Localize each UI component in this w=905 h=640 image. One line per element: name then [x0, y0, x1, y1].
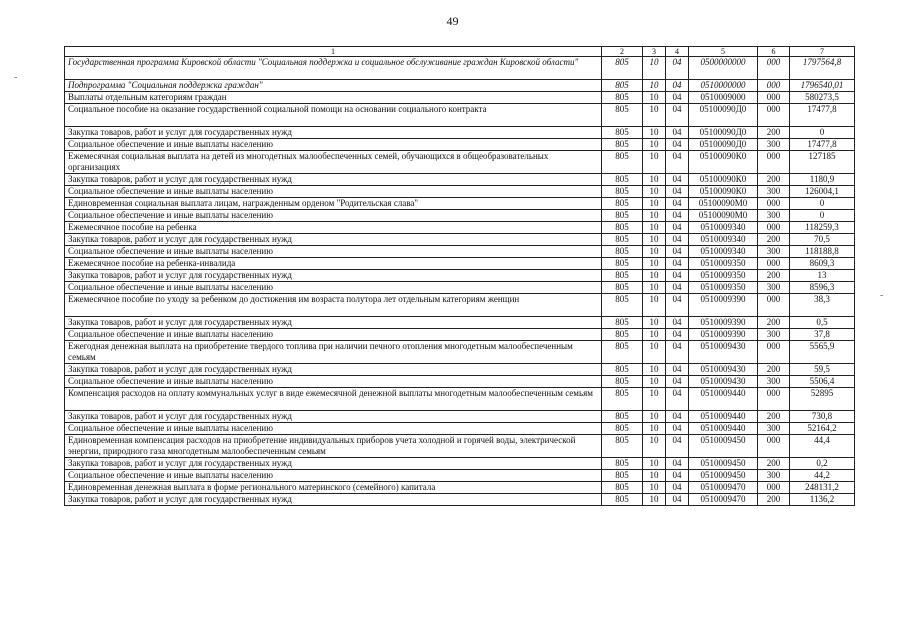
- cell-admin-code: 805: [602, 411, 643, 423]
- column-header-6: 6: [758, 47, 790, 57]
- cell-amount: 127185: [790, 151, 855, 174]
- table-row: [65, 80, 855, 92]
- cell-admin-code: 805: [602, 329, 643, 341]
- cell-section: 10: [643, 246, 666, 258]
- cell-item-name: Закупка товаров, работ и услуг для государственных нужд: [65, 458, 602, 470]
- page-number: 49: [446, 14, 459, 28]
- cell-item-name: Закупка товаров, работ и услуг для государственных нужд: [65, 317, 602, 329]
- cell-section: 10: [643, 482, 666, 494]
- cell-amount: 8609,3: [790, 258, 855, 270]
- table-row: [65, 423, 855, 435]
- cell-section: 10: [643, 57, 666, 80]
- cell-section: 10: [643, 270, 666, 282]
- cell-admin-code: 805: [602, 57, 643, 80]
- cell-expense-type: 000: [758, 258, 790, 270]
- cell-section: 10: [643, 186, 666, 198]
- table-row: [65, 151, 855, 174]
- cell-amount: 580273,5: [790, 92, 855, 104]
- cell-subsection: 04: [666, 317, 689, 329]
- cell-amount: 730,8: [790, 411, 855, 423]
- cell-section: 10: [643, 470, 666, 482]
- cell-item-name: Социальное обеспечение и иные выплаты населению: [65, 186, 602, 198]
- cell-subsection: 04: [666, 470, 689, 482]
- cell-target-code: 0510009470: [689, 482, 758, 494]
- cell-target-code: 0510009390: [689, 317, 758, 329]
- table-row: [65, 57, 855, 80]
- cell-admin-code: 805: [602, 376, 643, 388]
- cell-section: 10: [643, 294, 666, 317]
- cell-amount: 17477,8: [790, 104, 855, 127]
- cell-amount: 13: [790, 270, 855, 282]
- cell-expense-type: 300: [758, 423, 790, 435]
- column-header-2: 2: [602, 47, 643, 57]
- cell-subsection: 04: [666, 139, 689, 151]
- cell-item-name: Закупка товаров, работ и услуг для государственных нужд: [65, 270, 602, 282]
- cell-item-name: Ежемесячное пособие на ребенка-инвалида: [65, 258, 602, 270]
- cell-item-name: Компенсация расходов на оплату коммунальных услуг в виде ежемесячной денежной выплаты многодетным малообеспеченным семьям: [65, 388, 602, 411]
- cell-expense-type: 200: [758, 364, 790, 376]
- cell-item-name: Социальное обеспечение и иные выплаты населению: [65, 376, 602, 388]
- table-row: [65, 411, 855, 423]
- cell-subsection: 04: [666, 294, 689, 317]
- cell-section: 10: [643, 435, 666, 458]
- cell-target-code: 0510009350: [689, 270, 758, 282]
- table-row: [65, 92, 855, 104]
- cell-admin-code: 805: [602, 174, 643, 186]
- cell-section: 10: [643, 388, 666, 411]
- cell-admin-code: 805: [602, 435, 643, 458]
- cell-section: 10: [643, 458, 666, 470]
- cell-admin-code: 805: [602, 388, 643, 411]
- cell-section: 10: [643, 210, 666, 222]
- cell-subsection: 04: [666, 234, 689, 246]
- cell-item-name: Социальное обеспечение и иные выплаты населению: [65, 329, 602, 341]
- cell-amount: 44,2: [790, 470, 855, 482]
- cell-target-code: 0510009430: [689, 364, 758, 376]
- cell-section: 10: [643, 317, 666, 329]
- cell-expense-type: 200: [758, 494, 790, 506]
- cell-amount: 0: [790, 127, 855, 139]
- cell-subsection: 04: [666, 222, 689, 234]
- cell-admin-code: 805: [602, 80, 643, 92]
- cell-target-code: 0510009390: [689, 294, 758, 317]
- cell-item-name: Социальное обеспечение и иные выплаты населению: [65, 246, 602, 258]
- cell-subsection: 04: [666, 174, 689, 186]
- cell-admin-code: 805: [602, 364, 643, 376]
- cell-item-name: Социальное пособие на оказание государственной социальной помощи на основании социального контракта: [65, 104, 602, 127]
- cell-section: 10: [643, 494, 666, 506]
- cell-section: 10: [643, 198, 666, 210]
- cell-subsection: 04: [666, 258, 689, 270]
- cell-item-name: Закупка товаров, работ и услуг для государственных нужд: [65, 494, 602, 506]
- cell-target-code: 0500000000: [689, 57, 758, 80]
- cell-subsection: 04: [666, 92, 689, 104]
- cell-admin-code: 805: [602, 92, 643, 104]
- column-header-5: 5: [689, 47, 758, 57]
- cell-admin-code: 805: [602, 246, 643, 258]
- cell-section: 10: [643, 127, 666, 139]
- cell-subsection: 04: [666, 364, 689, 376]
- cell-item-name: Закупка товаров, работ и услуг для государственных нужд: [65, 411, 602, 423]
- cell-subsection: 04: [666, 151, 689, 174]
- scan-mark: -: [14, 72, 18, 83]
- cell-amount: 37,8: [790, 329, 855, 341]
- cell-section: 10: [643, 364, 666, 376]
- table-row: [65, 258, 855, 270]
- cell-expense-type: 300: [758, 210, 790, 222]
- cell-expense-type: 000: [758, 104, 790, 127]
- cell-expense-type: 000: [758, 92, 790, 104]
- cell-target-code: 0510000000: [689, 80, 758, 92]
- cell-expense-type: 000: [758, 388, 790, 411]
- table-row: [65, 482, 855, 494]
- cell-subsection: 04: [666, 80, 689, 92]
- cell-expense-type: 300: [758, 186, 790, 198]
- cell-subsection: 04: [666, 57, 689, 80]
- cell-item-name: Ежемесячное пособие на ребенка: [65, 222, 602, 234]
- cell-expense-type: 300: [758, 246, 790, 258]
- cell-expense-type: 200: [758, 174, 790, 186]
- cell-target-code: 0510009340: [689, 246, 758, 258]
- cell-item-name: Ежемесячная социальная выплата на детей из многодетных малообеспеченных семей, обучающихся в общеобразовательных организациях: [65, 151, 602, 174]
- cell-expense-type: 000: [758, 482, 790, 494]
- scan-mark: -: [880, 290, 884, 301]
- cell-section: 10: [643, 92, 666, 104]
- cell-amount: 17477,8: [790, 139, 855, 151]
- cell-target-code: 0510009450: [689, 458, 758, 470]
- cell-item-name: Единовременная денежная выплата в форме регионального материнского (семейного) капитала: [65, 482, 602, 494]
- cell-item-name: Выплаты отдельным категориям граждан: [65, 92, 602, 104]
- cell-expense-type: 000: [758, 294, 790, 317]
- cell-admin-code: 805: [602, 317, 643, 329]
- column-header-1: 1: [65, 47, 602, 57]
- cell-expense-type: 300: [758, 470, 790, 482]
- cell-target-code: 05100090Д0: [689, 127, 758, 139]
- cell-amount: 0,2: [790, 458, 855, 470]
- cell-subsection: 04: [666, 246, 689, 258]
- column-header-4: 4: [666, 47, 689, 57]
- cell-admin-code: 805: [602, 294, 643, 317]
- cell-expense-type: 000: [758, 80, 790, 92]
- cell-admin-code: 805: [602, 482, 643, 494]
- cell-target-code: 0510009430: [689, 376, 758, 388]
- table-row: [65, 270, 855, 282]
- cell-expense-type: 300: [758, 282, 790, 294]
- table-header-row: [65, 47, 855, 57]
- table-row: [65, 294, 855, 317]
- cell-subsection: 04: [666, 127, 689, 139]
- table-row: [65, 139, 855, 151]
- cell-target-code: 05100090К0: [689, 174, 758, 186]
- cell-subsection: 04: [666, 210, 689, 222]
- table-row: [65, 341, 855, 364]
- cell-target-code: 0510009000: [689, 92, 758, 104]
- cell-amount: 248131,2: [790, 482, 855, 494]
- table-row: [65, 435, 855, 458]
- cell-admin-code: 805: [602, 127, 643, 139]
- cell-admin-code: 805: [602, 186, 643, 198]
- cell-expense-type: 200: [758, 411, 790, 423]
- cell-admin-code: 805: [602, 222, 643, 234]
- cell-item-name: Социальное обеспечение и иные выплаты населению: [65, 423, 602, 435]
- cell-item-name: Закупка товаров, работ и услуг для государственных нужд: [65, 234, 602, 246]
- cell-target-code: 0510009390: [689, 329, 758, 341]
- cell-subsection: 04: [666, 341, 689, 364]
- cell-amount: 52164,2: [790, 423, 855, 435]
- cell-section: 10: [643, 341, 666, 364]
- cell-item-name: Подпрограмма "Социальная поддержка граждан": [65, 80, 602, 92]
- cell-subsection: 04: [666, 411, 689, 423]
- cell-target-code: 05100090М0: [689, 198, 758, 210]
- cell-subsection: 04: [666, 494, 689, 506]
- cell-admin-code: 805: [602, 234, 643, 246]
- cell-amount: 1797564,8: [790, 57, 855, 80]
- table-row: [65, 282, 855, 294]
- cell-item-name: Единовременная компенсация расходов на приобретение индивидуальных приборов учета холодной и горячей воды, электрической энергии, природного газа многодетным малообеспеченным семьям: [65, 435, 602, 458]
- cell-item-name: Единовременная социальная выплата лицам, награжденным орденом "Родительская слава": [65, 198, 602, 210]
- cell-expense-type: 300: [758, 329, 790, 341]
- cell-subsection: 04: [666, 329, 689, 341]
- cell-admin-code: 805: [602, 423, 643, 435]
- cell-amount: 0: [790, 210, 855, 222]
- table-row: [65, 388, 855, 411]
- cell-item-name: Ежемесячное пособие по уходу за ребенком до достижения им возраста полутора лет отдельным категориям женщин: [65, 294, 602, 317]
- cell-expense-type: 000: [758, 341, 790, 364]
- cell-target-code: 05100090К0: [689, 151, 758, 174]
- cell-target-code: 05100090К0: [689, 186, 758, 198]
- cell-expense-type: 000: [758, 57, 790, 80]
- table-row: [65, 317, 855, 329]
- cell-target-code: 05100090Д0: [689, 139, 758, 151]
- cell-section: 10: [643, 329, 666, 341]
- cell-section: 10: [643, 139, 666, 151]
- cell-amount: 52895: [790, 388, 855, 411]
- cell-item-name: Закупка товаров, работ и услуг для государственных нужд: [65, 127, 602, 139]
- cell-expense-type: 300: [758, 376, 790, 388]
- cell-target-code: 0510009340: [689, 234, 758, 246]
- table-row: [65, 329, 855, 341]
- cell-expense-type: 200: [758, 127, 790, 139]
- cell-subsection: 04: [666, 104, 689, 127]
- cell-item-name: Социальное обеспечение и иные выплаты населению: [65, 282, 602, 294]
- cell-amount: 38,3: [790, 294, 855, 317]
- cell-admin-code: 805: [602, 470, 643, 482]
- cell-expense-type: 300: [758, 139, 790, 151]
- cell-target-code: 05100090М0: [689, 210, 758, 222]
- table-row: [65, 458, 855, 470]
- cell-amount: 118259,3: [790, 222, 855, 234]
- cell-target-code: 0510009470: [689, 494, 758, 506]
- cell-admin-code: 805: [602, 210, 643, 222]
- cell-section: 10: [643, 282, 666, 294]
- table-row: [65, 364, 855, 376]
- cell-section: 10: [643, 80, 666, 92]
- cell-target-code: 0510009430: [689, 341, 758, 364]
- cell-item-name: Социальное обеспечение и иные выплаты населению: [65, 139, 602, 151]
- cell-expense-type: 200: [758, 458, 790, 470]
- cell-target-code: 0510009350: [689, 258, 758, 270]
- cell-subsection: 04: [666, 270, 689, 282]
- table-row: [65, 376, 855, 388]
- table-row: [65, 104, 855, 127]
- cell-target-code: 0510009440: [689, 423, 758, 435]
- table-row: [65, 198, 855, 210]
- cell-target-code: 05100090Д0: [689, 104, 758, 127]
- cell-amount: 126004,1: [790, 186, 855, 198]
- cell-amount: 5506,4: [790, 376, 855, 388]
- cell-target-code: 0510009350: [689, 282, 758, 294]
- cell-expense-type: 000: [758, 435, 790, 458]
- table-row: [65, 234, 855, 246]
- cell-subsection: 04: [666, 458, 689, 470]
- cell-amount: 44,4: [790, 435, 855, 458]
- cell-section: 10: [643, 104, 666, 127]
- cell-amount: 70,5: [790, 234, 855, 246]
- cell-admin-code: 805: [602, 270, 643, 282]
- cell-expense-type: 000: [758, 198, 790, 210]
- cell-subsection: 04: [666, 388, 689, 411]
- cell-amount: 1136,2: [790, 494, 855, 506]
- cell-admin-code: 805: [602, 458, 643, 470]
- column-header-3: 3: [643, 47, 666, 57]
- cell-item-name: Ежегодная денежная выплата на приобретение твердого топлива при наличии печного отопления многодетным малообеспеченным семьям: [65, 341, 602, 364]
- cell-admin-code: 805: [602, 341, 643, 364]
- cell-subsection: 04: [666, 186, 689, 198]
- cell-section: 10: [643, 174, 666, 186]
- cell-admin-code: 805: [602, 104, 643, 127]
- table-row: [65, 222, 855, 234]
- table-row: [65, 174, 855, 186]
- cell-target-code: 0510009440: [689, 411, 758, 423]
- cell-expense-type: 200: [758, 317, 790, 329]
- table-row: [65, 470, 855, 482]
- cell-target-code: 0510009440: [689, 388, 758, 411]
- cell-section: 10: [643, 423, 666, 435]
- cell-subsection: 04: [666, 282, 689, 294]
- table-row: [65, 246, 855, 258]
- cell-target-code: 0510009450: [689, 470, 758, 482]
- cell-admin-code: 805: [602, 258, 643, 270]
- cell-section: 10: [643, 258, 666, 270]
- table-row: [65, 494, 855, 506]
- cell-amount: 5565,9: [790, 341, 855, 364]
- table-row: [65, 210, 855, 222]
- cell-subsection: 04: [666, 423, 689, 435]
- table-row: [65, 127, 855, 139]
- cell-target-code: 0510009340: [689, 222, 758, 234]
- cell-section: 10: [643, 376, 666, 388]
- cell-subsection: 04: [666, 435, 689, 458]
- cell-amount: 0: [790, 198, 855, 210]
- cell-section: 10: [643, 411, 666, 423]
- column-header-7: 7: [790, 47, 855, 57]
- cell-section: 10: [643, 151, 666, 174]
- cell-expense-type: 200: [758, 270, 790, 282]
- cell-section: 10: [643, 222, 666, 234]
- cell-item-name: Закупка товаров, работ и услуг для государственных нужд: [65, 174, 602, 186]
- cell-expense-type: 000: [758, 222, 790, 234]
- cell-target-code: 0510009450: [689, 435, 758, 458]
- cell-admin-code: 805: [602, 198, 643, 210]
- cell-amount: 1796540,01: [790, 80, 855, 92]
- budget-table: [64, 46, 855, 506]
- cell-admin-code: 805: [602, 282, 643, 294]
- cell-subsection: 04: [666, 376, 689, 388]
- cell-amount: 1180,9: [790, 174, 855, 186]
- cell-amount: 0,5: [790, 317, 855, 329]
- cell-expense-type: 200: [758, 234, 790, 246]
- cell-section: 10: [643, 234, 666, 246]
- cell-item-name: Социальное обеспечение и иные выплаты населению: [65, 210, 602, 222]
- cell-amount: 118188,8: [790, 246, 855, 258]
- cell-item-name: Государственная программа Кировской области "Социальная поддержка и социальное обслуживание граждан Кировской области": [65, 57, 602, 80]
- table-row: [65, 186, 855, 198]
- cell-item-name: Социальное обеспечение и иные выплаты населению: [65, 470, 602, 482]
- cell-amount: 59,5: [790, 364, 855, 376]
- cell-admin-code: 805: [602, 139, 643, 151]
- cell-expense-type: 000: [758, 151, 790, 174]
- cell-admin-code: 805: [602, 494, 643, 506]
- cell-amount: 8596,3: [790, 282, 855, 294]
- cell-subsection: 04: [666, 482, 689, 494]
- cell-item-name: Закупка товаров, работ и услуг для государственных нужд: [65, 364, 602, 376]
- cell-admin-code: 805: [602, 151, 643, 174]
- cell-subsection: 04: [666, 198, 689, 210]
